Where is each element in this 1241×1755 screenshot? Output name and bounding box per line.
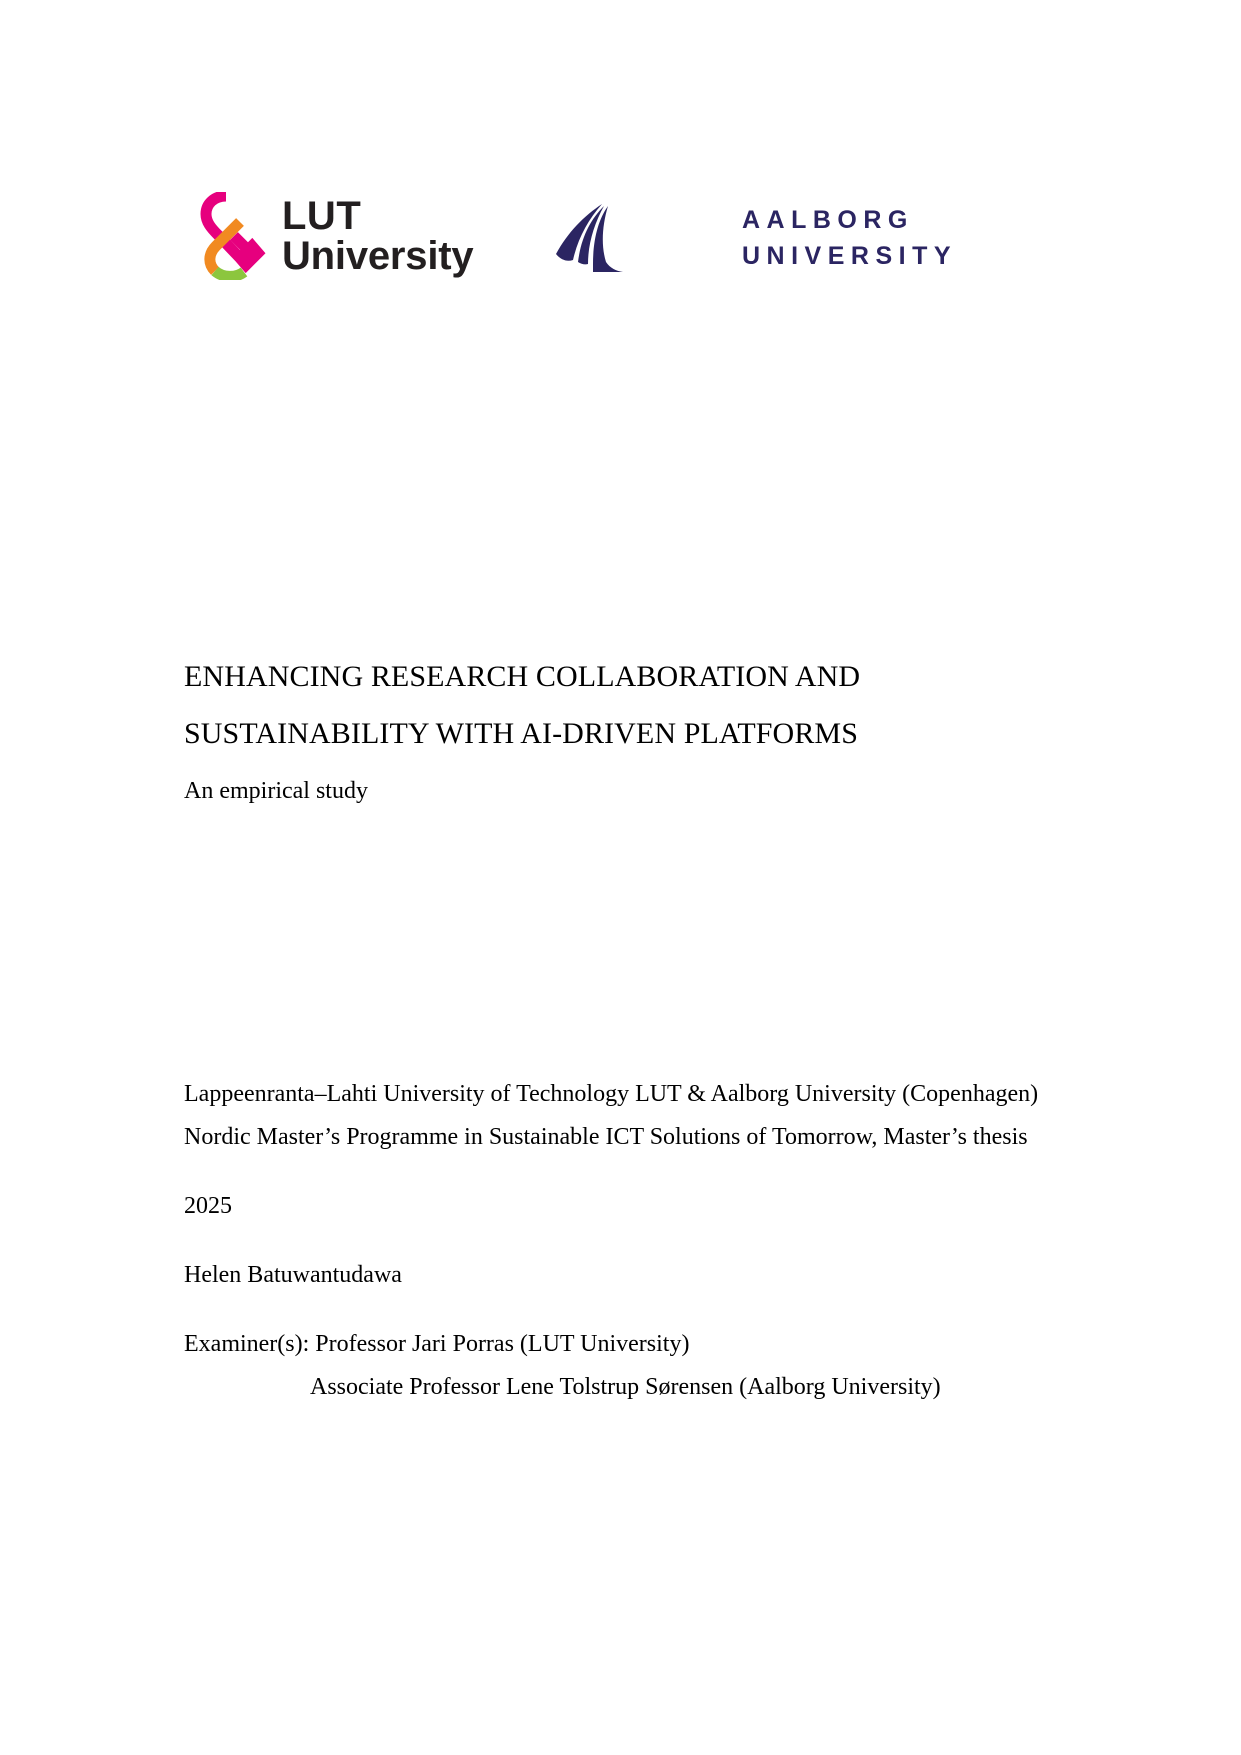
lut-wordmark: [282, 196, 473, 276]
lut-ampersand-icon: [196, 192, 268, 280]
title-block: [184, 648, 1064, 808]
metadata-year: 2025: [184, 1193, 232, 1219]
metadata-examiner-secondary: Associate Professor Lene Tolstrup Sørensen (Aalborg University): [310, 1374, 941, 1400]
thesis-subtitle: An empirical study: [184, 778, 368, 804]
lut-wordmark-line-2: University: [282, 234, 474, 278]
metadata-author: Helen Batuwantudawa: [184, 1262, 402, 1288]
thesis-title-line-1: ENHANCING RESEARCH COLLABORATION AND: [184, 660, 861, 693]
metadata-spacer-3: [184, 1297, 1084, 1323]
lut-wordmark-line-1: LUT: [282, 194, 362, 238]
logo-row: [0, 178, 1241, 308]
metadata-programme: Nordic Master’s Programme in Sustainable ICT Solutions of Tomorrow, Master’s thesis: [184, 1124, 1028, 1150]
aalborg-wordmark-line-2: UNIVERSITY: [742, 242, 958, 271]
metadata-spacer-1: [184, 1159, 1084, 1185]
aalborg-wordmark-line-1: AALBORG: [742, 206, 914, 234]
aalborg-sail-icon: [554, 202, 636, 274]
metadata-spacer-2: [184, 1228, 1084, 1254]
aalborg-wordmark: [742, 202, 957, 275]
metadata-institution: Lappeenranta–Lahti University of Technology LUT & Aalborg University (Copenhagen): [184, 1081, 1039, 1107]
lut-university-logo: [196, 192, 473, 280]
aalborg-university-logo: [554, 202, 957, 275]
metadata-examiner-primary: Examiner(s): Professor Jari Porras (LUT University): [184, 1331, 690, 1357]
metadata-block: [184, 1073, 1084, 1409]
thesis-title-line-2: SUSTAINABILITY WITH AI-DRIVEN PLATFORMS: [184, 717, 858, 750]
